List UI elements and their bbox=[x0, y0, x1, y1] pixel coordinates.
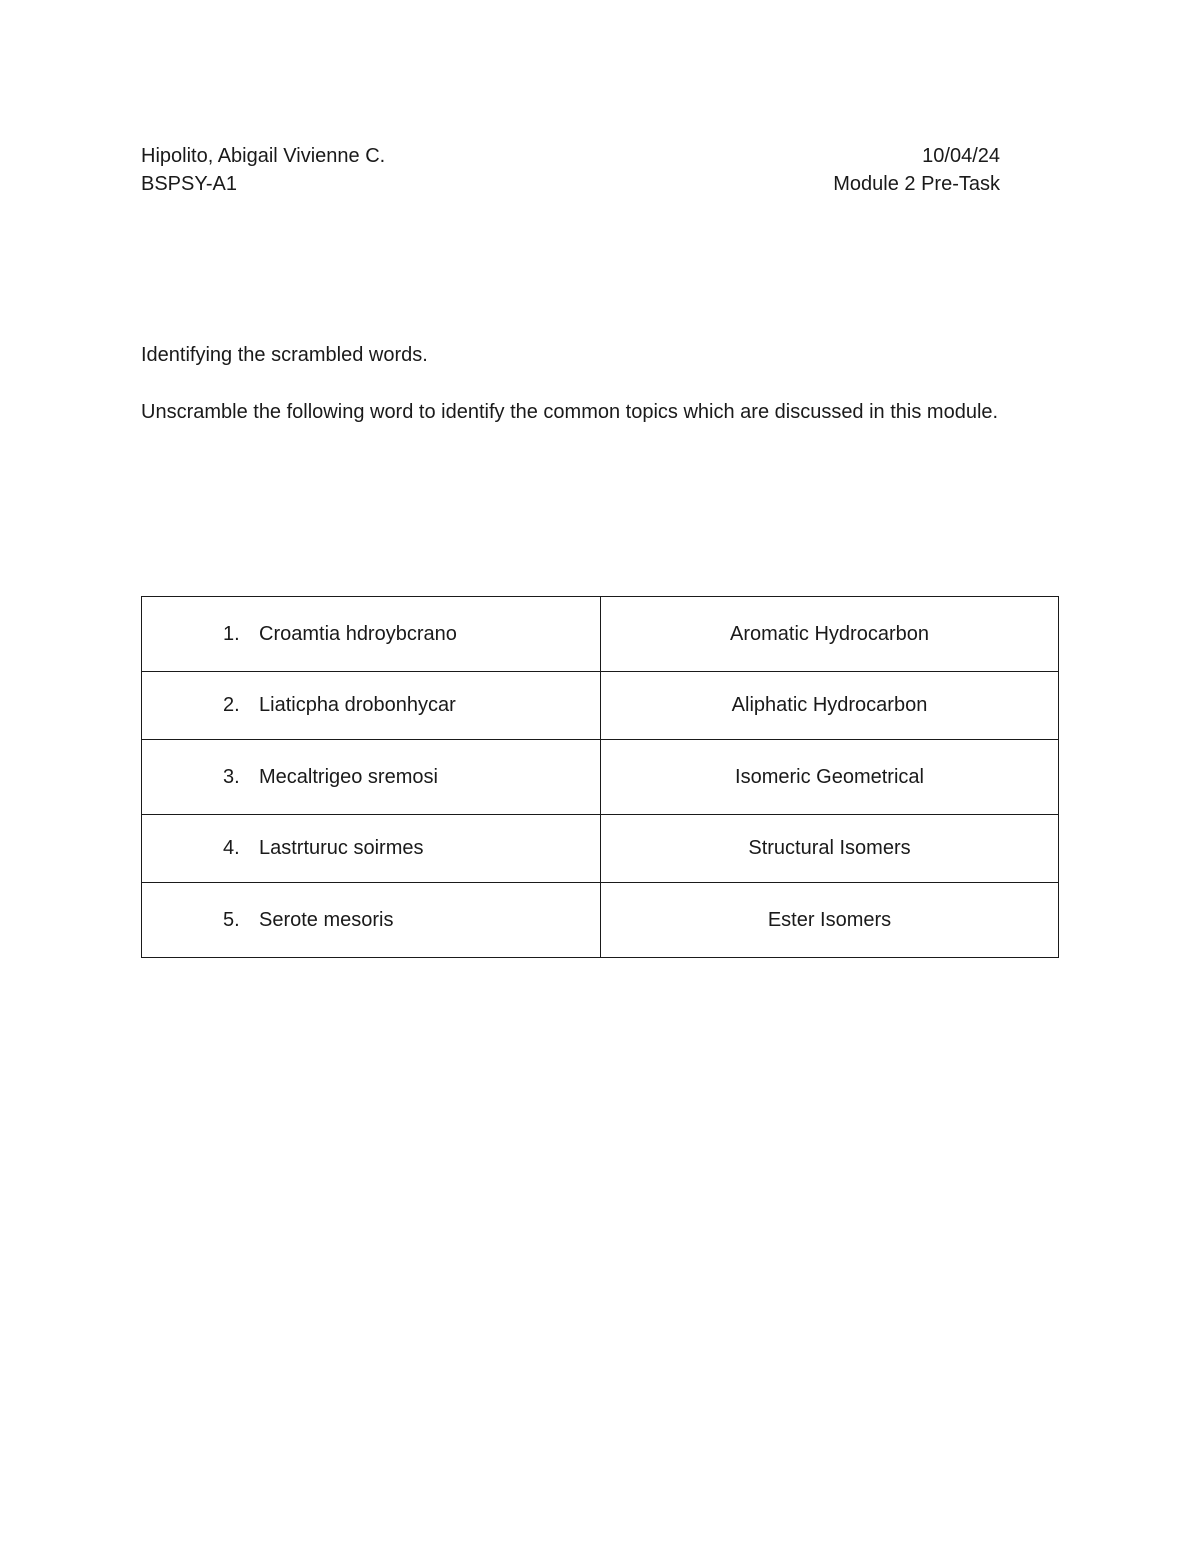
table-row bbox=[142, 740, 1059, 815]
scrambled-cell bbox=[142, 740, 601, 815]
header-right bbox=[833, 142, 1000, 198]
answer-cell: Aliphatic Hydrocarbon bbox=[601, 672, 1059, 740]
item-number: 4. bbox=[223, 837, 240, 859]
item-number: 2. bbox=[223, 694, 240, 716]
scrambled-word: Liaticpha drobonhycar bbox=[259, 694, 456, 716]
assignment-title: Module 2 Pre-Task bbox=[833, 173, 1000, 195]
table-row bbox=[142, 597, 1059, 672]
item-number: 5. bbox=[223, 908, 240, 931]
student-section: BSPSY-A1 bbox=[141, 173, 237, 195]
date: 10/04/24 bbox=[922, 145, 1000, 167]
task-instructions: Unscramble the following word to identify the common topics which are discussed in this module. bbox=[141, 401, 999, 423]
task-heading: Identifying the scrambled words. bbox=[141, 344, 428, 366]
item-number: 3. bbox=[223, 765, 240, 788]
scrambled-word: Serote mesoris bbox=[259, 908, 394, 931]
scrambled-cell bbox=[142, 597, 601, 672]
scrambled-word: Croamtia hdroybcrano bbox=[259, 622, 457, 645]
answer-cell: Structural Isomers bbox=[601, 815, 1059, 883]
scrambled-word: Mecaltrigeo sremosi bbox=[259, 765, 438, 788]
table-row bbox=[142, 672, 1059, 740]
table-row bbox=[142, 815, 1059, 883]
header-left bbox=[141, 142, 385, 198]
scrambled-word: Lastrturuc soirmes bbox=[259, 837, 424, 859]
answer-cell: Aromatic Hydrocarbon bbox=[601, 597, 1059, 672]
scrambled-words-table bbox=[141, 596, 1059, 958]
student-name: Hipolito, Abigail Vivienne C. bbox=[141, 145, 386, 167]
scrambled-cell bbox=[142, 815, 601, 883]
answer-cell: Ester Isomers bbox=[601, 883, 1059, 958]
answer-cell: Isomeric Geometrical bbox=[601, 740, 1059, 815]
table-row bbox=[142, 883, 1059, 958]
scrambled-cell bbox=[142, 883, 601, 958]
scrambled-cell bbox=[142, 672, 601, 740]
item-number: 1. bbox=[223, 622, 240, 645]
